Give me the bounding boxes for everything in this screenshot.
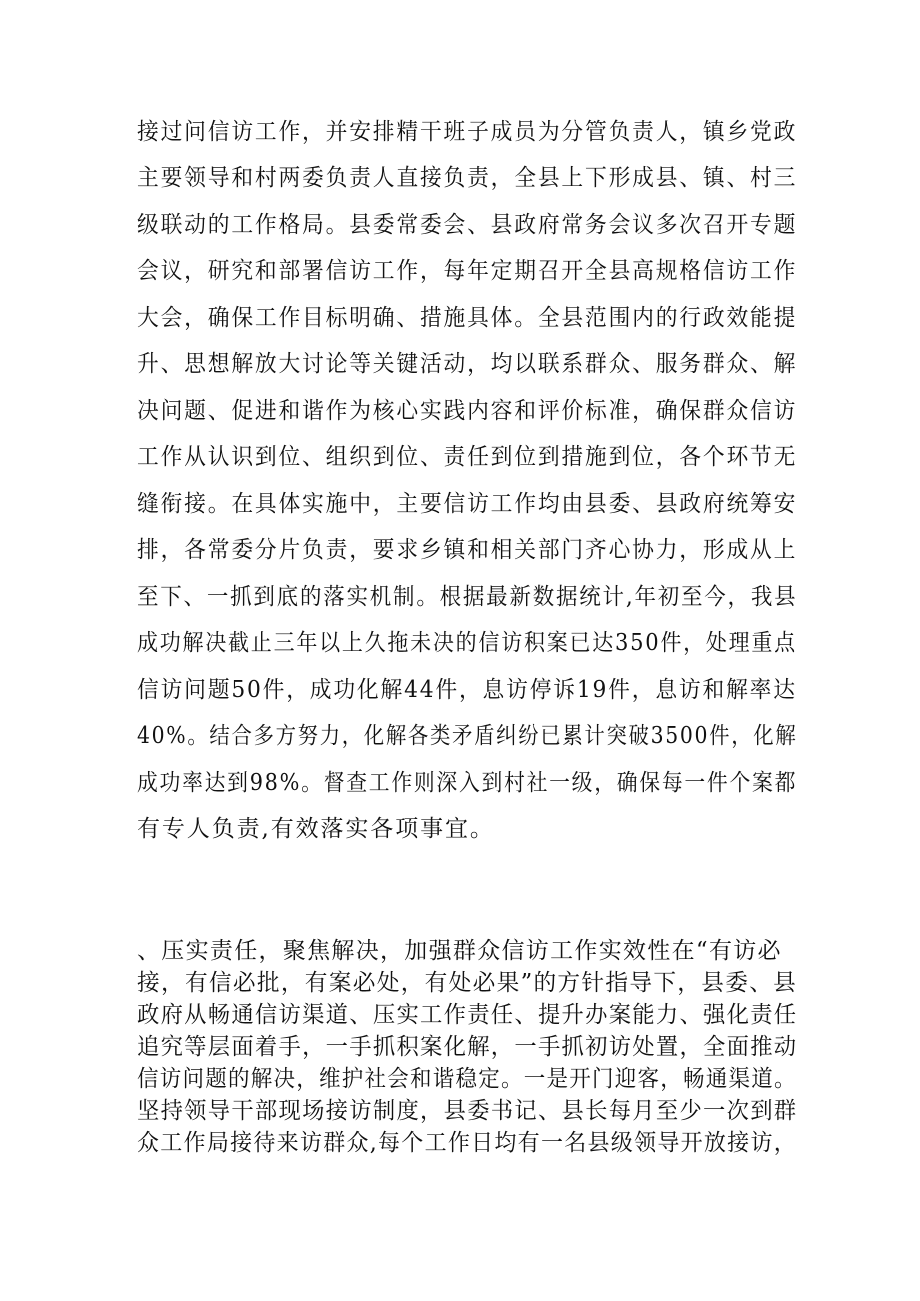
text-line: 40%。结合多方努力，化解各类矛盾纠纷已累计突破3500件，化解: [137, 723, 798, 749]
text-line: 至下、一抓到底的落实机制。根据最新数据统计,年初至今，我县: [137, 584, 798, 610]
text-line: 决问题、促进和谐作为核心实践内容和评价标准，确保群众信访: [137, 398, 798, 424]
text-line: 众工作局接待来访群众,每个工作日均有一名县级领导开放接访，: [137, 1130, 798, 1156]
text-line: 接过问信访工作，并安排精干班子成员为分管负责人，镇乡党政: [137, 119, 798, 145]
text-line: 政府从畅通信访渠道、压实工作责任、提升办案能力、强化责任: [137, 1002, 798, 1028]
text-line: 大会，确保工作目标明确、措施具体。全县范围内的行政效能提: [137, 305, 798, 331]
text-line: 成功率达到98%。督查工作则深入到村社一级，确保每一件个案都: [137, 770, 798, 796]
text-line: 追究等层面着手，一手抓积案化解，一手抓初访处置，全面推动: [137, 1034, 798, 1060]
text-line: 接，有信必批，有案必处，有处必果”的方针指导下，县委、县: [137, 970, 798, 996]
text-line: 有专人负责,有效落实各项事宜。: [137, 816, 495, 842]
text-line: 主要领导和村两委负责人直接负责，全县上下形成县、镇、村三: [137, 165, 798, 191]
text-line: 升、思想解放大讨论等关键活动，均以联系群众、服务群众、解: [137, 351, 798, 377]
text-line: 会议，研究和部署信访工作，每年定期召开全县高规格信访工作: [137, 258, 798, 284]
text-line: 级联动的工作格局。县委常委会、县政府常务会议多次召开专题: [137, 212, 798, 238]
text-line: 工作从认识到位、组织到位、责任到位到措施到位，各个环节无: [137, 444, 798, 470]
text-line: 、压实责任，聚焦解决，加强群众信访工作实效性在“有访必: [137, 938, 782, 964]
text-line: 信访问题50件，成功化解44件，息访停诉19件，息访和解率达: [137, 677, 797, 703]
text-line: 坚持领导干部现场接访制度，县委书记、县长每月至少一次到群: [137, 1098, 798, 1124]
text-line: 成功解决截止三年以上久拖未决的信访积案已达350件，处理重点: [137, 630, 797, 656]
text-line: 缝衔接。在具体实施中，主要信访工作均由县委、县政府统筹安: [137, 491, 798, 517]
text-line: 排，各常委分片负责，要求乡镇和相关部门齐心协力，形成从上: [137, 537, 798, 563]
text-line: 信访问题的解决，维护社会和谐稳定。一是开门迎客，畅通渠道。: [137, 1066, 797, 1092]
